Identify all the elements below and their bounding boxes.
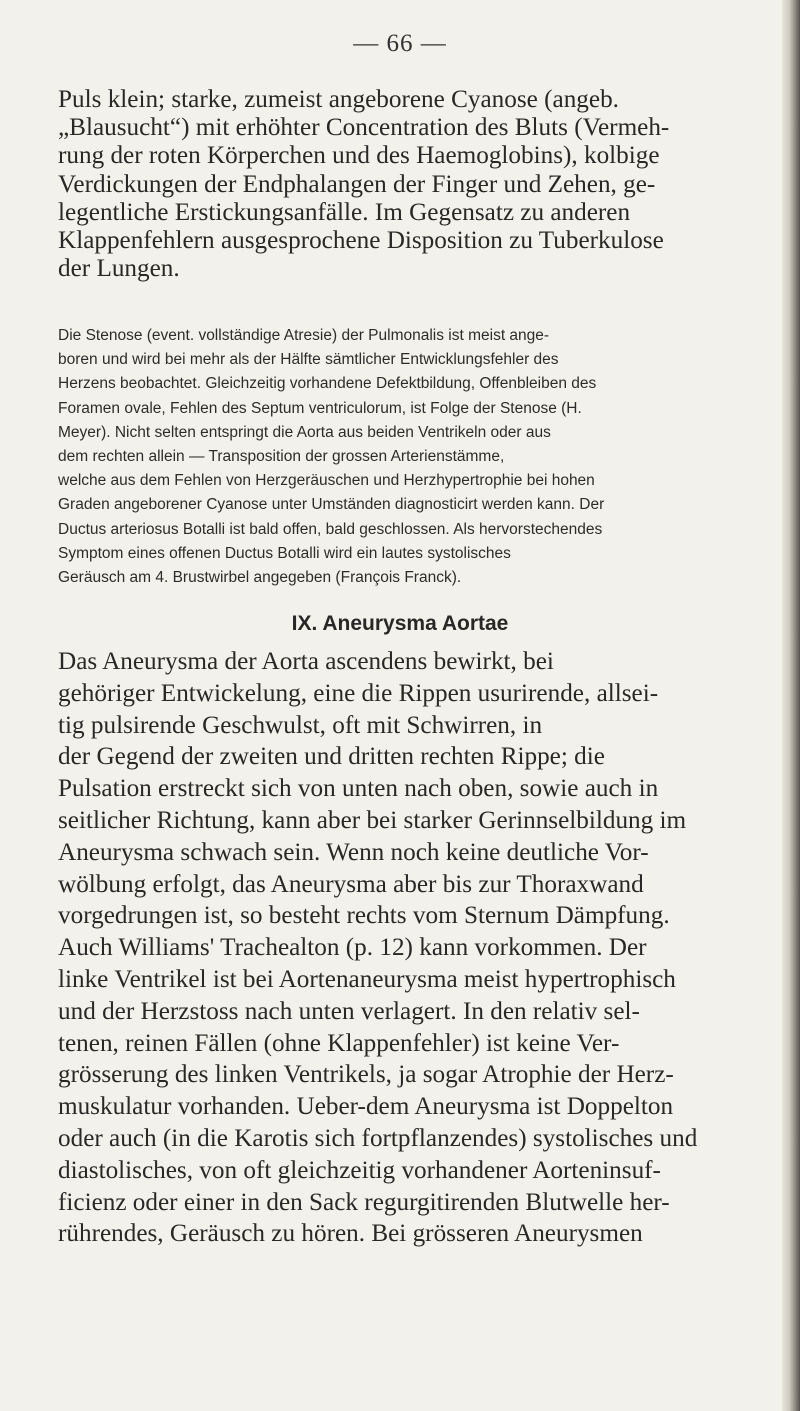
page-number: — 66 — [353, 30, 447, 57]
small-print-paragraph [58, 324, 758, 590]
page-binding-edge [782, 0, 800, 1411]
text-line: Klappenfehlern ausgesprochene Disposition zu Tuberkulose [58, 227, 664, 255]
text-line: vorgedrungen ist, so besteht rechts vom Sternum Dämpfung. [58, 902, 670, 930]
text-line: Das Aneurysma der Aorta ascendens bewirkt, bei [58, 648, 554, 675]
text-line: „Blausucht“) mit erhöhter Concentration des Bluts (Vermeh- [58, 114, 670, 142]
text-line: wölbung erfolgt, das Aneurysma aber bis zur Thoraxwand [58, 870, 644, 898]
body-paragraph [58, 646, 758, 1250]
text-line: tenen, reinen Fällen (ohne Klappenfehler) ist keine Ver- [58, 1029, 620, 1057]
section-heading: IX. Aneurysma Aortae [291, 612, 509, 635]
text-line: welche aus dem Fehlen von Herzgeräuschen und Herzhypertrophie bei hohen [58, 472, 595, 490]
text-line: Puls klein; starke, zumeist angeborene Cyanose (angeb. [58, 86, 619, 113]
text-line: Pulsation erstreckt sich von unten nach oben, sowie auch in [58, 775, 659, 803]
text-line: und der Herzstoss nach unten verlagert. In den relativ sel- [58, 997, 640, 1025]
text-line: Symptom eines offenen Ductus Botalli wird ein lautes systolisches [58, 544, 511, 562]
text-line: diastolisches, von oft gleichzeitig vorhandener Aorteninsuf- [58, 1156, 661, 1184]
text-line: ficienz oder einer in den Sack regurgitirenden Blutwelle her- [58, 1188, 670, 1216]
text-line: oder auch (in die Karotis sich fortpflanzendes) systolisches und [58, 1124, 698, 1152]
text-line: muskulatur vorhanden. Ueber-dem Aneurysma ist Doppelton [58, 1093, 674, 1121]
text-line: Auch Williams' Trachealton (p. 12) kann vorkommen. Der [58, 934, 647, 962]
text-line: linke Ventrikel ist bei Aortenaneurysma meist hypertrophisch [58, 965, 676, 993]
text-line: Ductus arteriosus Botalli ist bald offen, bald geschlossen. Als hervorstechendes [58, 520, 603, 538]
text-line: boren und wird bei mehr als der Hälfte sämtlicher Entwicklungsfehler des [58, 351, 559, 369]
text-line: seitlicher Richtung, kann aber bei starker Gerinnselbildung im [58, 806, 687, 834]
text-line: rührendes, Geräusch zu hören. Bei grösseren Aneurysmen [58, 1220, 643, 1248]
text-line: Meyer). Nicht selten entspringt die Aorta aus beiden Ventrikeln oder aus [58, 423, 551, 441]
text-line: Herzens beobachtet. Gleichzeitig vorhandene Defektbildung, Offenbleiben des [58, 375, 597, 393]
text-line: der Gegend der zweiten und dritten rechten Rippe; die [58, 743, 605, 771]
text-line: legentliche Erstickungsanfälle. Im Gegensatz zu anderen [58, 198, 631, 226]
text-line: Foramen ovale, Fehlen des Septum ventriculorum, ist Folge der Stenose (H. [58, 399, 582, 417]
text-line: rung der roten Körperchen und des Haemoglobins), kolbige [58, 142, 660, 170]
text-line: Die Stenose (event. vollständige Atresie) der Pulmonalis ist meist ange- [58, 327, 550, 344]
intro-paragraph [58, 86, 758, 283]
text-line: gehöriger Entwickelung, eine die Rippen usurirende, allsei- [58, 679, 659, 707]
text-line: grösserung des linken Ventrikels, ja sogar Atrophie der Herz- [58, 1061, 674, 1089]
text-line: der Lungen. [58, 255, 180, 283]
text-line: Graden angeborener Cyanose unter Umständen diagnosticirt werden kann. Der [58, 496, 605, 514]
text-line: Verdickungen der Endphalangen der Finger und Zehen, ge- [58, 170, 656, 198]
text-line: tig pulsirende Geschwulst, oft mit Schwirren, in [58, 711, 543, 739]
text-line: Geräusch am 4. Brustwirbel angegeben (François Franck). [58, 569, 462, 587]
text-line: dem rechten allein — Transposition der grossen Arterienstämme, [58, 448, 505, 466]
text-line: Aneurysma schwach sein. Wenn noch keine deutliche Vor- [58, 838, 649, 866]
